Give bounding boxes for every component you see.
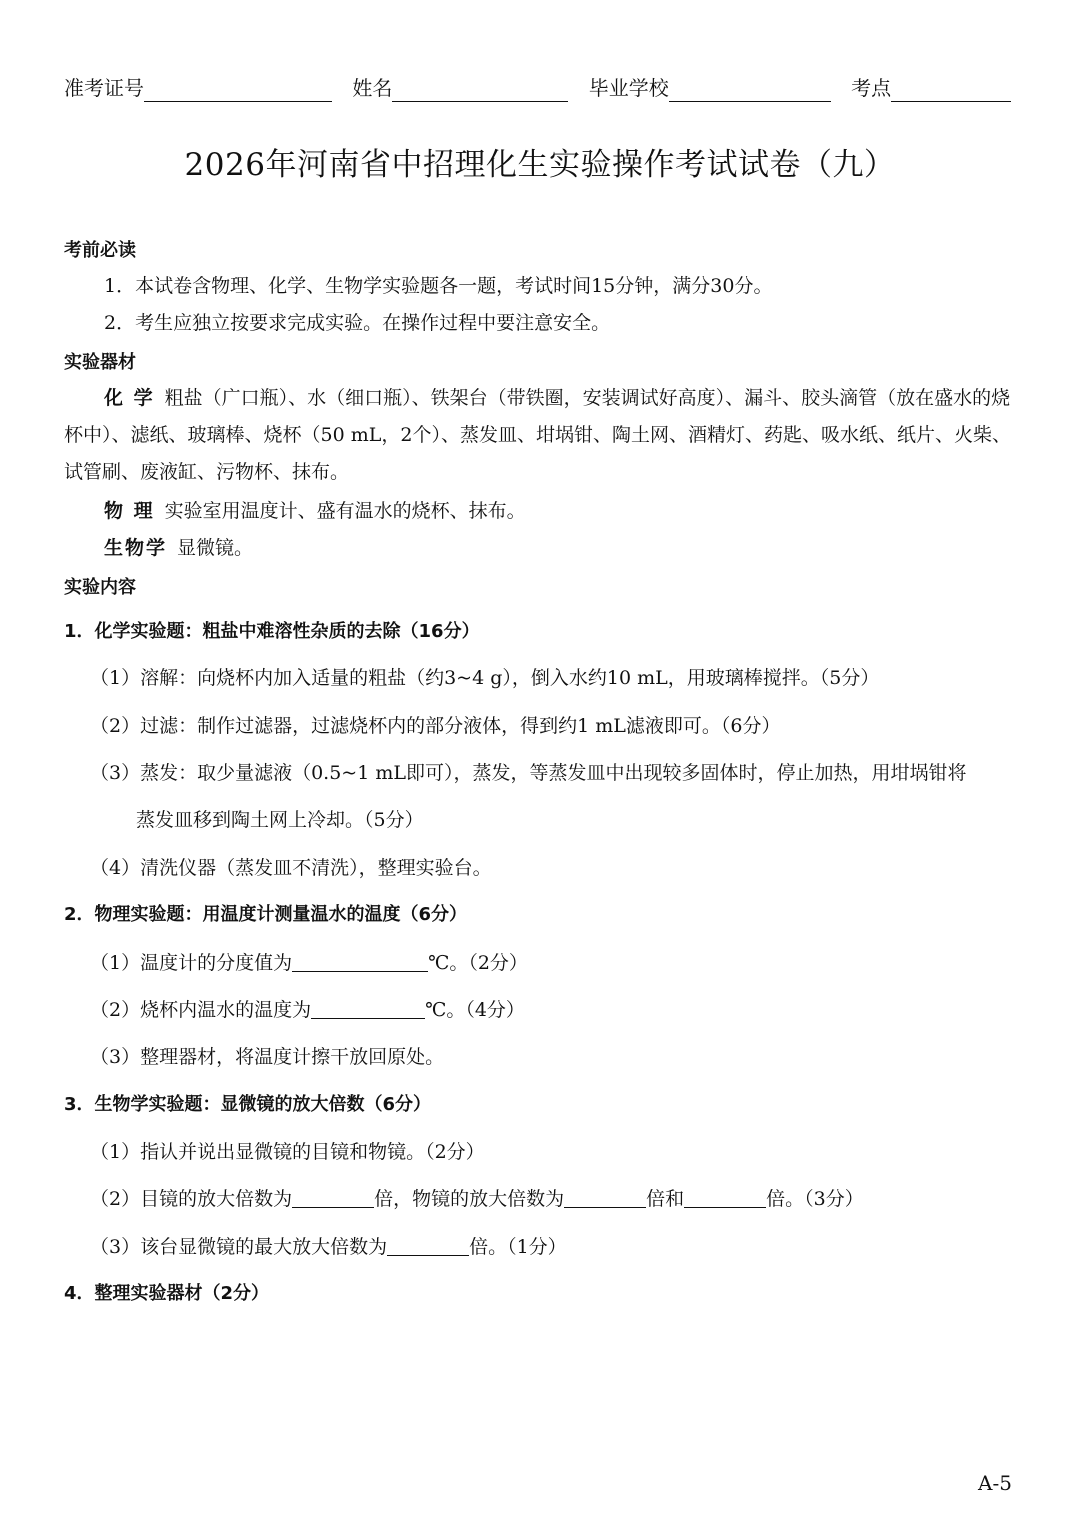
q3-step-3-post: 倍。（1分）	[469, 1236, 567, 1258]
name-label: 姓名	[352, 76, 393, 100]
chem-label: 化 学	[104, 387, 155, 409]
q3-objective-blank-1[interactable]	[564, 1187, 646, 1208]
school-blank[interactable]	[669, 79, 831, 102]
q3-step-3-pre: （3）该台显微镜的最大放大倍数为	[90, 1236, 388, 1258]
q1-title: 1．化学实验题：粗盐中难溶性杂质的去除（16分）	[64, 621, 480, 642]
phys-label: 物 理	[104, 500, 155, 522]
q2-temperature-blank[interactable]	[311, 998, 425, 1019]
q3-step-2-c: 倍和	[646, 1188, 685, 1210]
q3-eyepiece-blank[interactable]	[292, 1187, 374, 1208]
q1-step-2: （2）过滤：制作过滤器，过滤烧杯内的部分液体，得到约1 mL滤液即可。（6分）	[90, 715, 781, 737]
q1-step-4: （4）清洗仪器（蒸发皿不清洗），整理实验台。	[90, 857, 492, 879]
bio-label: 生物学	[104, 537, 168, 559]
q1-step-3-cont: 蒸发皿移到陶土网上冷却。（5分）	[136, 809, 424, 831]
exam-number-blank[interactable]	[144, 79, 332, 102]
q2-step-3: （3）整理器材，将温度计擦干放回原处。	[90, 1046, 445, 1068]
q2-step-2-post: ℃。（4分）	[425, 999, 525, 1021]
content-heading: 实验内容	[64, 577, 136, 598]
chem-materials	[64, 380, 1020, 491]
exam-site-blank[interactable]	[891, 79, 1011, 102]
q3-objective-blank-2[interactable]	[684, 1187, 766, 1208]
q4-title: 4．整理实验器材（2分）	[64, 1283, 270, 1304]
name-blank[interactable]	[392, 79, 568, 102]
notice-item-1: 1．本试卷含物理、化学、生物学实验题各一题，考试时间15分钟，满分30分。	[104, 275, 773, 297]
q3-step-3	[90, 1233, 1020, 1261]
q1-step-3: （3）蒸发：取少量滤液（0.5~1 mL即可），蒸发，等蒸发皿中出现较多固体时，停止加热，用坩埚钳将	[90, 762, 967, 784]
materials-heading: 实验器材	[64, 352, 136, 373]
q2-step-1-post: ℃。（2分）	[428, 952, 528, 974]
page-code: A-5	[978, 1471, 1012, 1495]
q2-step-1	[90, 949, 1020, 977]
q3-step-2-b: 倍，物镜的放大倍数为	[374, 1188, 565, 1210]
q3-step-2-d: 倍。（3分）	[766, 1188, 864, 1210]
chem-materials-text: 粗盐（广口瓶）、水（细口瓶）、铁架台（带铁圈，安装调试好高度）、漏斗、胶头滴管（放在盛水的烧杯中）、滤纸、玻璃棒、烧杯（50 mL，2个）、蒸发皿、坩埚钳、陶土网、酒精灯、药匙、吸水纸、纸片、火柴、试管刷、废液缸、污物杯、抹布。	[64, 387, 1011, 483]
q3-step-2	[90, 1185, 1020, 1213]
phys-materials-text: 实验室用温度计、盛有温水的烧杯、抹布。	[164, 500, 526, 522]
q3-max-magnification-blank[interactable]	[387, 1235, 469, 1256]
candidate-info-line	[64, 74, 1020, 102]
q3-step-1: （1）指认并说出显微镜的目镜和物镜。（2分）	[90, 1141, 485, 1163]
page-title: 2026年河南省中招理化生实验操作考试试卷（九）	[184, 147, 896, 183]
exam-number-label: 准考证号	[64, 76, 144, 100]
bio-materials-text: 显微镜。	[177, 537, 254, 559]
q2-step-2-pre: （2）烧杯内温水的温度为	[90, 999, 312, 1021]
q3-title: 3．生物学实验题：显微镜的放大倍数（6分）	[64, 1094, 432, 1115]
q3-step-2-a: （2）目镜的放大倍数为	[90, 1188, 293, 1210]
q1-step-1: （1）溶解：向烧杯内加入适量的粗盐（约3~4 g），倒入水约10 mL，用玻璃棒搅拌。（5分）	[90, 667, 880, 689]
phys-materials	[64, 493, 1020, 530]
exam-site-label: 考点	[851, 76, 892, 100]
q2-step-2	[90, 996, 1020, 1024]
q2-step-1-pre: （1）温度计的分度值为	[90, 952, 293, 974]
q2-title: 2．物理实验题：用温度计测量温水的温度（6分）	[64, 904, 468, 925]
notice-item-2: 2．考生应独立按要求完成实验。在操作过程中要注意安全。	[104, 312, 611, 334]
q2-scale-blank[interactable]	[292, 951, 428, 972]
school-label: 毕业学校	[588, 76, 669, 100]
bio-materials	[64, 530, 1020, 567]
notice-heading: 考前必读	[64, 240, 136, 261]
